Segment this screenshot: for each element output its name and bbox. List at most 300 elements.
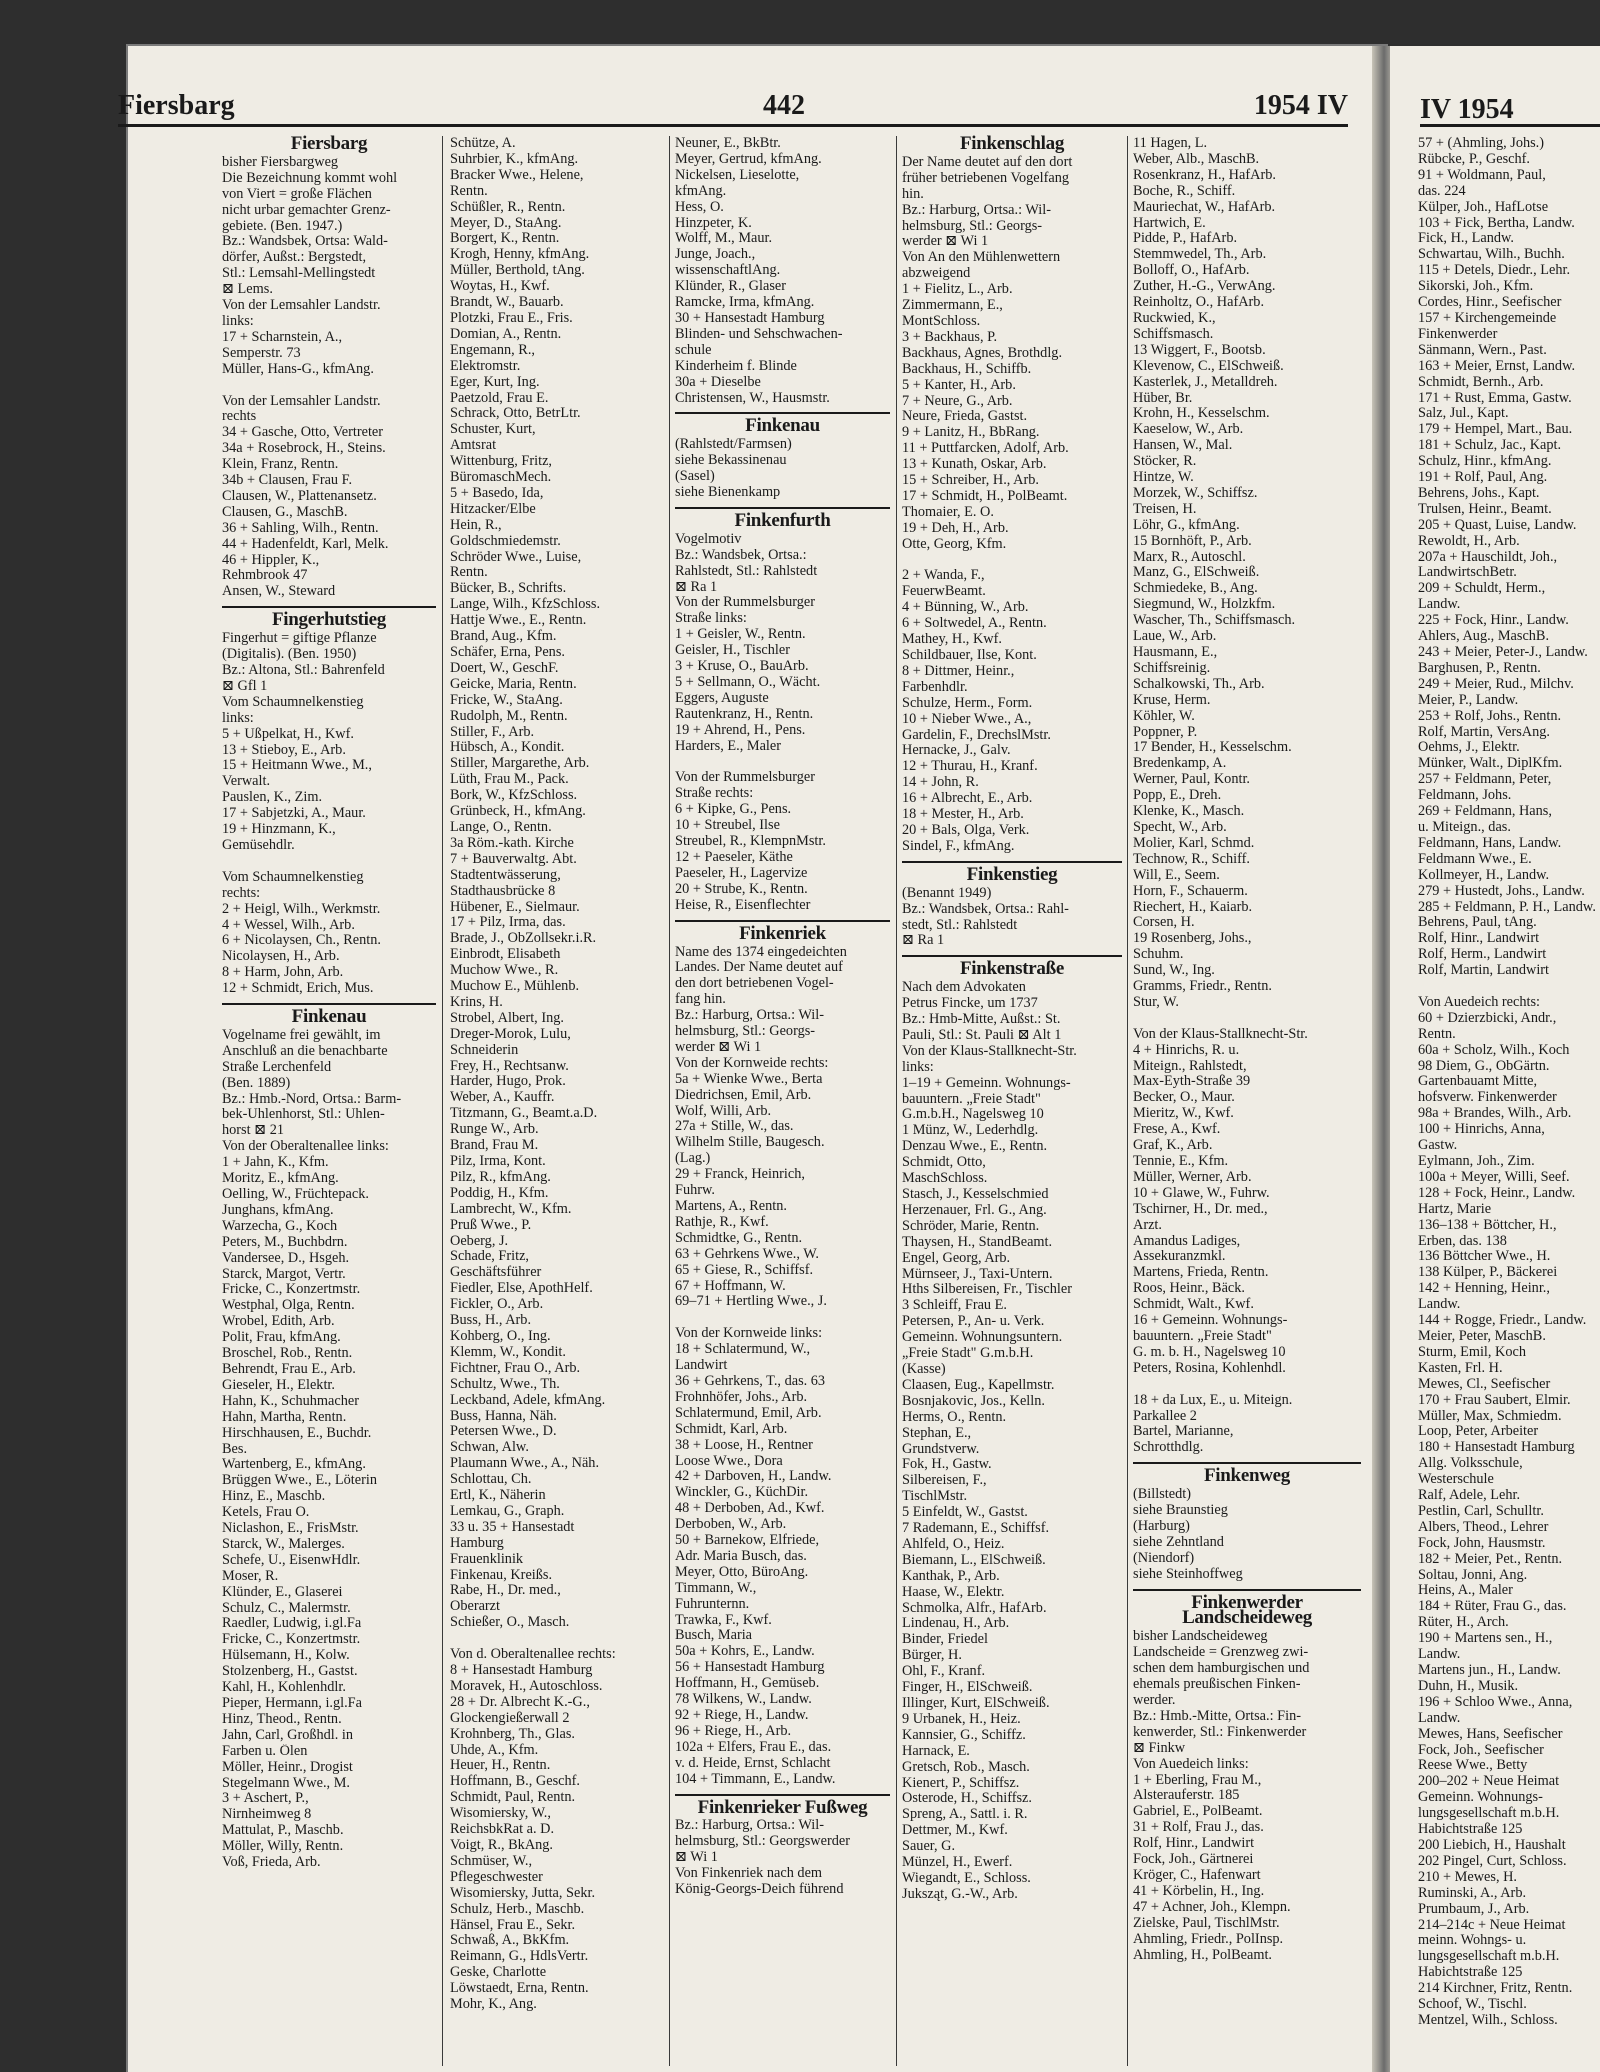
directory-line: Assekuranzmkl.	[1133, 1249, 1226, 1265]
directory-line: Schröder Wwe., Luise,	[450, 549, 582, 565]
directory-line: Stl.: Lemsahl-Mellingstedt	[222, 266, 376, 282]
directory-line: Pidde, P., HafArb.	[1133, 231, 1238, 247]
directory-line: 27a + Stille, W., das.	[675, 1119, 794, 1135]
directory-line: Geske, Charlotte	[450, 1965, 547, 1981]
directory-line: Wartenberg, E., kfmAng.	[222, 1457, 366, 1473]
directory-line: 18 + Mester, H., Arb.	[902, 807, 1024, 823]
directory-line: Hansen, W., Mal.	[1133, 438, 1233, 454]
directory-line: 36 + Sahling, Wilh., Rentn.	[222, 520, 379, 536]
directory-line: Vom Schaumnelkenstieg	[222, 869, 364, 885]
directory-line: Illinger, Kurt, ElSchweiß.	[902, 1696, 1050, 1711]
directory-line: lungsgesellschaft m.b.H.	[1418, 1949, 1560, 1965]
directory-line: Frese, A., Kwf.	[1133, 1122, 1221, 1138]
directory-line: Rolf, Hinr., Landwirt	[1133, 1836, 1255, 1852]
directory-column-1	[222, 133, 436, 1871]
directory-line	[675, 755, 890, 771]
directory-line: 249 + Meier, Rud., Milchv.	[1418, 676, 1574, 692]
directory-line: Eylmann, Joh., Zim.	[1418, 1154, 1535, 1169]
directory-line: Popp, E., Dreh.	[1133, 788, 1222, 804]
directory-line	[222, 854, 436, 870]
directory-line: Von der Lemsahler Landstr.	[222, 393, 381, 409]
directory-line: 15 Bornhöft, P., Arb.	[1133, 533, 1252, 549]
directory-line: Heins, A., Maler	[1418, 1583, 1513, 1599]
directory-line: Möller, Willy, Rentn.	[222, 1839, 344, 1855]
directory-line: Cordes, Hinr., Seefischer	[1418, 295, 1562, 311]
directory-line: Binder, Friedel	[902, 1632, 988, 1648]
directory-line: Broschel, Rob., Rentn.	[222, 1346, 353, 1362]
directory-line: Bartel, Marianne,	[1133, 1424, 1234, 1440]
directory-line: 91 + Woldmann, Paul,	[1418, 167, 1546, 183]
directory-line: Münzel, H., Ewerf.	[902, 1855, 1013, 1871]
directory-line: Müller, Berthold, tAng.	[450, 263, 585, 279]
directory-line: Kahl, H., Kohlenhdlr.	[222, 1680, 346, 1696]
directory-line: 47 + Achner, Joh., Klempn.	[1133, 1899, 1291, 1915]
directory-line: Hintze, W.	[1133, 470, 1194, 486]
street-heading: Fingerhutstieg	[222, 606, 436, 628]
right-page-header	[1420, 94, 1600, 127]
directory-line: Max-Eyth-Straße 39	[1133, 1074, 1251, 1090]
directory-line: 11 + Puttfarcken, Adolf, Arb.	[902, 441, 1069, 457]
directory-line: Wittenburg, Fritz,	[450, 454, 553, 470]
directory-line: 5 + Ußpelkat, H., Kwf.	[222, 726, 354, 742]
directory-line: Rewoldt, H., Arb.	[1418, 533, 1520, 549]
directory-line: Bolloff, O., HafArb.	[1133, 263, 1250, 279]
directory-line: Biemann, L., ElSchweiß.	[902, 1552, 1046, 1568]
directory-line: Bz.: Wandsbek, Ortsa.:	[675, 547, 807, 563]
directory-line: BüromaschMech.	[450, 470, 552, 486]
directory-line: Möller, Heinr., Drogist	[222, 1759, 353, 1775]
directory-line: Fock, John, Hausmstr.	[1418, 1535, 1546, 1551]
directory-line: 8 + Dittmer, Heinr.,	[902, 663, 1015, 679]
directory-line: Schiffsreinig.	[1133, 660, 1211, 676]
directory-line: Hülsemann, H., Kolw.	[222, 1648, 350, 1664]
directory-line: Poddig, H., Kfm.	[450, 1185, 549, 1201]
directory-line: Gardelin, F., DrechslMstr.	[902, 727, 1051, 743]
directory-line: Rautenkranz, H., Rentn.	[675, 706, 814, 722]
directory-line: Fricke, C., Konzertmstr.	[222, 1632, 361, 1648]
directory-line: 15 + Heitmann Wwe., M.,	[222, 758, 372, 774]
street-heading: Finkenrieker Fußweg	[675, 1794, 890, 1816]
directory-line: Sund, W., Ing.	[1133, 963, 1215, 979]
directory-line: 209 + Schuldt, Herm.,	[1418, 581, 1546, 597]
directory-line: Arzt.	[1133, 1217, 1162, 1233]
directory-line: Allg. Volksschule,	[1418, 1456, 1523, 1472]
directory-line: König-Georgs-Deich führend	[675, 1882, 844, 1898]
directory-line: Goldschmiedemstr.	[450, 533, 561, 549]
directory-line: Will, E., Seem.	[1133, 867, 1220, 883]
directory-line: 5a + Wienke Wwe., Berta	[675, 1071, 823, 1087]
directory-line: Bz.: Harburg, Ortsa.: Wil-	[902, 202, 1051, 218]
directory-line: 34a + Rosebrock, H., Steins.	[222, 441, 386, 457]
directory-line: Trawka, F., Kwf.	[675, 1612, 772, 1628]
directory-line: Polit, Frau, kfmAng.	[222, 1330, 341, 1346]
directory-line: fang hin.	[675, 992, 726, 1008]
directory-line: Pilz, Irma, Kont.	[450, 1154, 546, 1169]
directory-line: Loose Wwe., Dora	[675, 1453, 783, 1469]
directory-line: 157 + Kirchengemeinde	[1418, 310, 1557, 326]
directory-line: Vandersee, D., Hsgeh.	[222, 1250, 350, 1266]
directory-line: Mathey, H., Kwf.	[902, 632, 1002, 648]
directory-line: TischlMstr.	[902, 1489, 968, 1505]
directory-line: Weber, A., Kauffr.	[450, 1090, 555, 1106]
directory-line: Becker, O., Maur.	[1133, 1090, 1235, 1106]
directory-line: 18 + Schlatermund, W.,	[675, 1342, 811, 1358]
directory-line: Duhn, H., Musik.	[1418, 1678, 1519, 1694]
directory-line: Hoffmann, H., Gemüseb.	[675, 1676, 820, 1692]
directory-line: ⊠ Wi 1	[675, 1850, 718, 1866]
directory-line: Christensen, W., Hausmstr.	[675, 390, 830, 406]
column-rule	[896, 136, 897, 2066]
directory-line: hofsverw. Finkenwerder	[1418, 1090, 1557, 1106]
directory-line: 41 + Körbelin, H., Ing.	[1133, 1883, 1265, 1899]
directory-line: Plotzki, Frau E., Fris.	[450, 310, 573, 326]
directory-line: „Freie Stadt" G.m.b.H.	[902, 1346, 1034, 1362]
directory-line: Fuhrunternn.	[675, 1596, 750, 1612]
directory-line: Woytas, H., Kwf.	[450, 279, 550, 295]
directory-line: Fiedler, Else, ApothHelf.	[450, 1281, 593, 1297]
directory-line: Oberarzt	[450, 1599, 501, 1615]
directory-line: Landw.	[1418, 1647, 1461, 1663]
directory-line: Lemkau, G., Graph.	[450, 1503, 565, 1519]
directory-line: 17 + Pilz, Irma, das.	[450, 915, 566, 931]
directory-line: Feldmann Wwe., E.	[1418, 851, 1532, 867]
directory-line: Silbereisen, F.,	[902, 1473, 987, 1489]
directory-line: Bz.: Harburg, Ortsa.: Wil-	[675, 1818, 824, 1834]
directory-line: Rudolph, M., Rentn.	[450, 708, 568, 724]
directory-line: Boche, R., Schiff.	[1133, 183, 1236, 199]
directory-line: Salz, Jul., Kapt.	[1418, 406, 1509, 422]
directory-line: Kohberg, O., Ing.	[450, 1328, 551, 1344]
directory-line: 207a + Hauschildt, Joh.,	[1418, 549, 1558, 565]
directory-line: Sauer, G.	[902, 1839, 956, 1855]
directory-line: Poppner, P.	[1133, 724, 1198, 740]
directory-line: Martens, A., Rentn.	[675, 1199, 787, 1214]
directory-line: Hernacke, J., Galv.	[902, 743, 1011, 759]
directory-line: Lambrecht, W., Kfm.	[450, 1201, 572, 1217]
directory-line: Rahlstedt, Stl.: Rahlstedt	[675, 563, 818, 579]
directory-line: (Benannt 1949)	[902, 885, 992, 901]
directory-line: (Lag.)	[675, 1151, 711, 1167]
directory-line: 5 + Sellmann, O., Wächt.	[675, 675, 821, 690]
directory-line: Hamburg	[450, 1535, 504, 1551]
street-heading: Finkenau	[222, 1003, 436, 1025]
directory-line: Schmidt, Paul, Rentn.	[450, 1790, 576, 1806]
directory-line: 205 + Quast, Luise, Landw.	[1418, 517, 1577, 533]
directory-line: Feldmann, Johs.	[1418, 788, 1512, 804]
directory-line: 12 + Thurau, H., Kranf.	[902, 759, 1038, 775]
directory-line: Schäfer, Erna, Pens.	[450, 645, 565, 660]
directory-line: Bürger, H.	[902, 1648, 962, 1664]
directory-line: Frohnhöfer, Johs., Arb.	[675, 1389, 808, 1405]
directory-line: Parkallee 2	[1133, 1408, 1197, 1424]
directory-line: 3a Röm.-kath. Kirche	[450, 835, 574, 851]
directory-line: Ahmling, H., PolBeamt.	[1133, 1947, 1272, 1963]
directory-line: Sänmann, Wern., Past.	[1418, 342, 1547, 358]
directory-line: Amtsrat	[450, 438, 497, 454]
directory-line: Schrack, Otto, BetrLtr.	[450, 406, 581, 422]
directory-line: Herzenauer, Frl. G., Ang.	[902, 1202, 1047, 1218]
directory-line: Herms, O., Rentn.	[902, 1409, 1007, 1425]
directory-line: Geicke, Maria, Rentn.	[450, 676, 577, 692]
directory-line: Rosenkranz, H., HafArb.	[1133, 167, 1276, 183]
directory-line: Ansen, W., Steward	[222, 584, 336, 600]
directory-line: siehe Bienenkamp	[675, 485, 781, 501]
directory-line: (Harburg)	[1133, 1518, 1190, 1534]
directory-line: Schmidt, Karl, Arb.	[675, 1421, 788, 1437]
directory-column-3	[675, 136, 890, 1898]
directory-line: Lüth, Frau M., Pack.	[450, 772, 569, 788]
directory-line: 279 + Hustedt, Johs., Landw.	[1418, 883, 1585, 899]
directory-line: 30 + Hansestadt Hamburg	[675, 310, 825, 326]
directory-line	[222, 378, 436, 394]
directory-line: Buss, H., Arb.	[450, 1313, 532, 1329]
directory-line: Otte, Georg, Kfm.	[902, 536, 1007, 552]
directory-line: 63 + Gehrkens Wwe., W.	[675, 1246, 819, 1262]
directory-line: Fock, Joh., Seefischer	[1418, 1742, 1544, 1758]
directory-line: Meier, Peter, MaschB.	[1418, 1328, 1546, 1344]
directory-line: 184 + Rüter, Frau G., das.	[1418, 1599, 1567, 1615]
directory-line: (Kasse)	[902, 1361, 946, 1377]
directory-line: Von der Oberaltenallee links:	[222, 1139, 389, 1155]
directory-line: Hattje Wwe., E., Rentn.	[450, 613, 587, 629]
directory-line: Klünder, E., Glaserei	[222, 1584, 343, 1600]
directory-line: Wilhelm Stille, Baugesch.	[675, 1135, 825, 1151]
directory-line: Kruse, Herm.	[1133, 692, 1211, 708]
directory-line: Elektromstr.	[450, 358, 521, 374]
directory-line: 3 + Aschert, P.,	[222, 1791, 309, 1807]
directory-line: Münker, Walt., DiplKfm.	[1418, 756, 1563, 772]
directory-line: Engel, Georg, Arb.	[902, 1250, 1011, 1266]
directory-line: helmsburg, Stl.: Georgs-	[675, 1024, 816, 1040]
directory-line: Gramms, Friedr., Rentn.	[1133, 979, 1272, 995]
directory-line: 42 + Darboven, H., Landw.	[675, 1469, 832, 1485]
directory-line: Hinz, Theod., Rentn.	[222, 1711, 342, 1727]
directory-line: Clausen, W., Plattenansetz.	[222, 488, 377, 504]
directory-line: Kasten, Frl. H.	[1418, 1360, 1503, 1376]
directory-line: Klünder, R., Glaser	[675, 279, 786, 295]
directory-line: Weber, Alb., MaschB.	[1133, 151, 1260, 167]
directory-line: Hirschhausen, E., Buchdr.	[222, 1425, 372, 1441]
directory-line: Semperstr. 73	[222, 345, 301, 361]
directory-line: bek-Uhlenhorst, Stl.: Uhlen-	[222, 1107, 385, 1123]
directory-line: Name des 1374 eingedeichten	[675, 944, 847, 960]
directory-line: bauuntern. „Freie Stadt"	[1133, 1328, 1272, 1344]
directory-line: Behrens, Paul, tAng.	[1418, 915, 1537, 931]
directory-line: rechts:	[222, 885, 261, 901]
directory-line: Dreger-Morok, Lulu,	[450, 1026, 571, 1042]
directory-line: Gastw.	[1418, 1138, 1458, 1154]
directory-line: Mieritz, W., Kwf.	[1133, 1106, 1234, 1122]
directory-line: Geisler, H., Tischler	[675, 643, 790, 659]
directory-line: 210 + Mewes, H.	[1418, 1869, 1517, 1885]
directory-line: 12 + Schmidt, Erich, Mus.	[222, 981, 374, 997]
directory-line: 6 + Soltwedel, A., Rentn.	[902, 616, 1047, 632]
directory-line: Clausen, G., MaschB.	[222, 504, 348, 520]
directory-line: Pestlin, Carl, Schulltr.	[1418, 1503, 1544, 1519]
directory-line: 202 Pingel, Curt, Schloss.	[1418, 1853, 1567, 1869]
directory-line: Gartenbauamt Mitte,	[1418, 1074, 1538, 1090]
directory-line: Paeseler, H., Lagervize	[675, 865, 808, 881]
directory-line: Ahmling, Friedr., PolInsp.	[1133, 1931, 1284, 1947]
directory-line: Landwirt	[675, 1358, 728, 1374]
directory-line: Schütze, A.	[450, 136, 516, 151]
directory-line: Prumbaum, J., Arb.	[1418, 1901, 1530, 1917]
directory-line: Schmidtke, G., Rentn.	[675, 1230, 803, 1246]
directory-line: Hänsel, Frau E., Sekr.	[450, 1917, 576, 1933]
directory-line: Hartz, Marie	[1418, 1201, 1492, 1217]
directory-line: Sindel, F., kfmAng.	[902, 838, 1015, 854]
directory-line: 17 + Sabjetzki, A., Maur.	[222, 806, 366, 822]
directory-line: Martens, Frieda, Rentn.	[1133, 1265, 1269, 1281]
directory-line: 18 + da Lux, E., u. Miteign.	[1133, 1392, 1293, 1408]
directory-line: 9 Urbanek, H., Heiz.	[902, 1711, 1021, 1727]
directory-line: Klemm, W., Kondit.	[450, 1344, 566, 1360]
directory-line: Westerschule	[1418, 1472, 1494, 1488]
directory-line: Fingerhut = giftige Pflanze	[222, 631, 377, 647]
directory-line: Von Auedeich links:	[1133, 1756, 1249, 1772]
directory-line: Plaumann Wwe., A., Näh.	[450, 1456, 600, 1472]
directory-line: horst ⊠ 21	[222, 1123, 285, 1139]
directory-line: Stur, W.	[1133, 994, 1179, 1010]
directory-line: Molier, Karl, Schmd.	[1133, 835, 1255, 851]
directory-line: Hein, R.,	[450, 517, 502, 533]
directory-line: 11 Hagen, L.	[1133, 136, 1208, 151]
directory-line: Zielske, Paul, TischlMstr.	[1133, 1915, 1280, 1931]
directory-line: 7 + Neure, G., Arb.	[902, 393, 1013, 409]
directory-line: 7 Rademann, E., Schiffsf.	[902, 1521, 1050, 1537]
directory-line: 3 Schleiff, Frau E.	[902, 1298, 1007, 1314]
directory-line: ReichsbkRat a. D.	[450, 1822, 555, 1838]
directory-line: 179 + Hempel, Mart., Bau.	[1418, 422, 1573, 438]
directory-line: ⊠ Finkw	[1133, 1740, 1186, 1756]
directory-line: Von der Lemsahler Landstr.	[222, 298, 381, 314]
directory-line: Uhde, A., Kfm.	[450, 1742, 539, 1758]
directory-line: Kasterlek, J., Metalldreh.	[1133, 374, 1278, 390]
directory-line: Krohnberg, Th., Glas.	[450, 1726, 575, 1742]
directory-line: Rolf, Hinr., Landwirt	[1418, 931, 1540, 947]
directory-line: 1 + Geisler, W., Rentn.	[675, 627, 806, 643]
directory-line: Horn, F., Schauerm.	[1133, 883, 1248, 899]
directory-line: Kanthak, P., Arb.	[902, 1568, 1000, 1584]
directory-line: Schuhm.	[1133, 947, 1184, 963]
directory-line: Kannsier, G., Schiffz.	[902, 1727, 1026, 1743]
directory-line: Mauriechat, W., HafArb.	[1133, 199, 1276, 215]
directory-line: Ahlfeld, O., Heiz.	[902, 1536, 1005, 1552]
street-heading: Finkenstraße	[902, 955, 1122, 977]
directory-line: Mewes, Cl., Seefischer	[1418, 1376, 1551, 1392]
directory-line: Klein, Franz, Rentn.	[222, 457, 339, 473]
directory-line: Backhaus, Agnes, Brothdlg.	[902, 345, 1063, 361]
directory-line: Brandt, W., Bauarb.	[450, 295, 564, 311]
directory-line: kenwerder, Stl.: Finkenwerder	[1133, 1724, 1307, 1740]
directory-line: Straße Lerchenfeld	[222, 1059, 332, 1075]
directory-line: Bracker Wwe., Helene,	[450, 167, 584, 183]
directory-line: Kaeselow, W., Arb.	[1133, 422, 1244, 438]
directory-line: 1 + Fielitz, L., Arb.	[902, 282, 1013, 298]
directory-line: Brade, J., ObZollsekr.i.R.	[450, 931, 597, 947]
directory-line: Hausmann, E.,	[1133, 645, 1218, 660]
directory-line: Strobel, Albert, Ing.	[450, 1010, 564, 1026]
directory-line: Sturm, Emil, Koch	[1418, 1344, 1527, 1360]
directory-line: Meier, P., Landw.	[1418, 692, 1519, 708]
directory-line: meinn. Wohngs- u.	[1418, 1933, 1527, 1949]
directory-line: Landw.	[1418, 1297, 1461, 1313]
directory-line: (Niendorf)	[1133, 1550, 1195, 1566]
directory-line: Heuer, H., Rentn.	[450, 1758, 551, 1774]
directory-line: 6 + Nicolaysen, Ch., Rentn.	[222, 933, 381, 949]
directory-line: Reinholtz, O., HafArb.	[1133, 295, 1265, 311]
directory-line: Schulz, C., Malermstr.	[222, 1600, 351, 1616]
directory-line: Miteign., Rahlstedt,	[1133, 1058, 1247, 1074]
directory-line: ⊠ Lems.	[222, 282, 273, 298]
directory-line: 15 + Schreiber, H., Arb.	[902, 473, 1039, 489]
directory-line: Wolff, M., Maur.	[675, 231, 773, 247]
directory-line: 10 + Glawe, W., Fuhrw.	[1133, 1185, 1270, 1201]
directory-line: Junghans, kfmAng.	[222, 1202, 334, 1218]
directory-line: 12 + Paeseler, Käthe	[675, 849, 793, 865]
directory-line: Domian, A., Rentn.	[450, 326, 562, 342]
directory-line: Hoffmann, B., Geschf.	[450, 1774, 580, 1790]
directory-line: 163 + Meier, Ernst, Landw.	[1418, 358, 1576, 374]
directory-line: kfmAng.	[675, 183, 727, 199]
directory-line: Martens jun., H., Landw.	[1418, 1663, 1561, 1678]
directory-line: Pieper, Hermann, i.gl.Fa	[222, 1696, 362, 1711]
directory-line: Schuster, Kurt,	[450, 422, 536, 438]
directory-line: 19 + Hinzmann, K.,	[222, 822, 336, 838]
directory-line: 38 + Loose, H., Rentner	[675, 1437, 813, 1453]
directory-line: Raedler, Ludwig, i.gl.Fa	[222, 1616, 362, 1632]
directory-line: Voß, Frieda, Arb.	[222, 1855, 321, 1871]
directory-column-5	[1133, 136, 1361, 1963]
directory-line: Runge W., Arb.	[450, 1122, 539, 1138]
directory-line: Zimmermann, E.,	[902, 298, 1003, 314]
directory-line: bisher Fiersbargweg	[222, 154, 339, 170]
directory-line: Thaysen, H., StandBeamt.	[902, 1234, 1053, 1250]
column-rule	[1127, 136, 1128, 2066]
directory-line: Ertl, K., Näherin	[450, 1488, 546, 1504]
directory-line: Suhrbier, K., kfmAng.	[450, 151, 579, 167]
directory-line: Bork, W., KfzSchloss.	[450, 788, 578, 804]
directory-line: Bredenkamp, A.	[1133, 756, 1227, 772]
directory-line: Erben, das. 138	[1418, 1233, 1507, 1249]
directory-line: 44 + Hadenfeldt, Karl, Melk.	[222, 536, 389, 552]
directory-line: siehe Steinhoffweg	[1133, 1566, 1243, 1582]
directory-line: Ketels, Frau O.	[222, 1505, 310, 1521]
directory-line: Ramcke, Irma, kfmAng.	[675, 295, 815, 311]
directory-line: Starck, Margot, Vertr.	[222, 1266, 346, 1282]
directory-line: 180 + Hansestadt Hamburg	[1418, 1440, 1575, 1456]
directory-line: Vogelname frei gewählt, im	[222, 1027, 381, 1043]
directory-line: Rentn.	[1418, 1026, 1456, 1042]
directory-line: Rabe, H., Dr. med.,	[450, 1583, 561, 1599]
directory-line: 50 + Barnekow, Elfriede,	[675, 1533, 820, 1549]
directory-line: links:	[222, 313, 254, 329]
directory-line: Hths Silbereisen, Fr., Tischler	[902, 1282, 1072, 1298]
directory-line: links:	[222, 710, 254, 726]
directory-line: Stegelmann Wwe., M.	[222, 1775, 350, 1791]
directory-line: 8 + Harm, John, Arb.	[222, 965, 344, 981]
directory-line: Brüggen Wwe., E., Löterin	[222, 1473, 377, 1489]
directory-line: Schwaß, A., BkKfm.	[450, 1933, 570, 1949]
directory-line: Schefe, U., EisenwHdlr.	[222, 1552, 361, 1568]
directory-line: Loop, Peter, Arbeiter	[1418, 1424, 1539, 1440]
directory-line: Schlatermund, Emil, Arb.	[675, 1405, 822, 1421]
header-year-part: 1954 IV	[1253, 90, 1348, 121]
directory-line: hin.	[902, 186, 924, 202]
directory-line: Peters, Rosina, Kohlenhdl.	[1133, 1360, 1286, 1376]
directory-line: 19 + Deh, H., Arb.	[902, 520, 1009, 536]
directory-line: Feldmann, Hans, Landw.	[1418, 835, 1562, 851]
